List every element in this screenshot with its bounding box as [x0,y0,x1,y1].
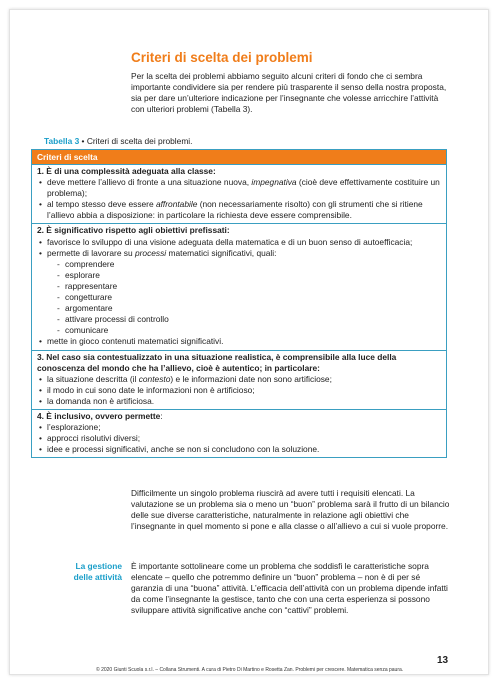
list-item: • la situazione descritta (il contesto) e le informazioni date non sono artificiose; [37,374,441,385]
table-caption-label: Tabella 3 [44,136,80,146]
body-paragraph: Difficilmente un singolo problema riuscirà ad avere tutti i requisiti elencati. La valutazione se un problema sia o meno un “buon” problema sarà il frutto di un bilancio delle sue diverse caratteristiche, naturalmente in relazione agli obiettivi che l’insegnante in quel momento si pone e alla classe o all’allievo a cui si vuole proporre. [131,488,450,532]
criteria-row-1 [32,164,446,223]
sub-list-item: - congetturare [55,292,441,303]
sub-list-item: - argomentare [55,303,441,314]
criteria-row-4 [32,409,446,457]
row-heading: 2. È significativo rispetto agli obiettivi prefissati: [37,225,230,236]
list-item: • permette di lavorare su processi matematici significativi, quali: - comprendere - esplorare - rappresentare - congetturare - argomentare - attivare processi di controllo - comunicare [37,248,441,337]
list-item: • favorisce lo sviluppo di una visione adeguata della matematica e di un buon senso di autoefficacia; [37,237,441,248]
list-item: • approcci risolutivi diversi; [37,433,441,444]
criteria-row-3 [32,350,446,409]
sub-list-item: - rappresentare [55,281,441,292]
list-item: • il modo in cui sono date le informazioni non è artificioso; [37,385,441,396]
row-heading: 3. Nel caso sia contestualizzato in una situazione realistica, è comprensibile alla luce della conoscenza del mondo che ha l’allievo, cioè è autentico; in particolare: [37,351,397,373]
sub-list-item: - esplorare [55,270,441,281]
list-item: • la domanda non è artificiosa. [37,396,441,407]
row-heading: 1. È di una complessità adeguata alla classe: [37,166,216,176]
list-item: • deve mettere l’allievo di fronte a una situazione nuova, impegnativa (cioè deve effettivamente costituire un problema); [37,177,441,199]
sub-list-item: - comunicare [55,325,441,336]
footer-credits: © 2020 Giunti Scuola s.r.l. – Collana Strumenti. A cura di Pietro Di Martino e Rosetta Zan. Problemi per crescere. Matematica senza paura. [96,667,404,673]
section-heading: Criteri di scelta dei problemi [131,50,313,65]
table-header: Criteri di scelta [32,150,446,164]
margin-label: La gestione delle attività [73,561,122,583]
criteria-row-2 [32,223,446,349]
list-item: • mette in gioco contenuti matematici significativi. [37,336,441,347]
table-caption-text: • Criteri di scelta dei problemi. [79,136,193,146]
sub-list-item: - comprendere [55,259,441,270]
sub-list-item: - attivare processi di controllo [55,314,441,325]
list-item: • idee e processi significativi, anche se non si concludono con la soluzione. [37,444,441,455]
intro-paragraph: Per la scelta dei problemi abbiamo seguito alcuni criteri di fondo che ci sembra importante condividere sia per rendere più trasparente il senso della nostra proposta, sia per dare un’ulteriore indicazione per l’insegnante che volesse arricchire l’attività con ulteriori problemi (Tabella 3). [131,71,447,115]
body-paragraph: È importante sottolineare come un problema che soddisfi le caratteristiche sopra elencate – quello che potremmo definire un “buon” problema – non è di per sé garanzia di una “buona” attività. L’efficacia dell’attività con un problema dipende infatti da come l’insegnante la gestisce, tanto che con una certa esperienza si possono sviluppare attività significative anche con “cattivi” problemi. [131,561,448,616]
list-item: • l’esplorazione; [37,422,441,433]
page-number: 13 [437,655,449,666]
criteria-table [31,149,447,458]
row-heading: 4. È inclusivo, ovvero permette: [37,410,163,421]
list-item: • al tempo stesso deve essere affrontabile (non necessariamente risolto) con gli strumenti che si ritiene l’allievo abbia a disposizione: in particolare la richiesta deve essere comprensibile. [37,199,441,221]
table-caption [44,136,192,147]
